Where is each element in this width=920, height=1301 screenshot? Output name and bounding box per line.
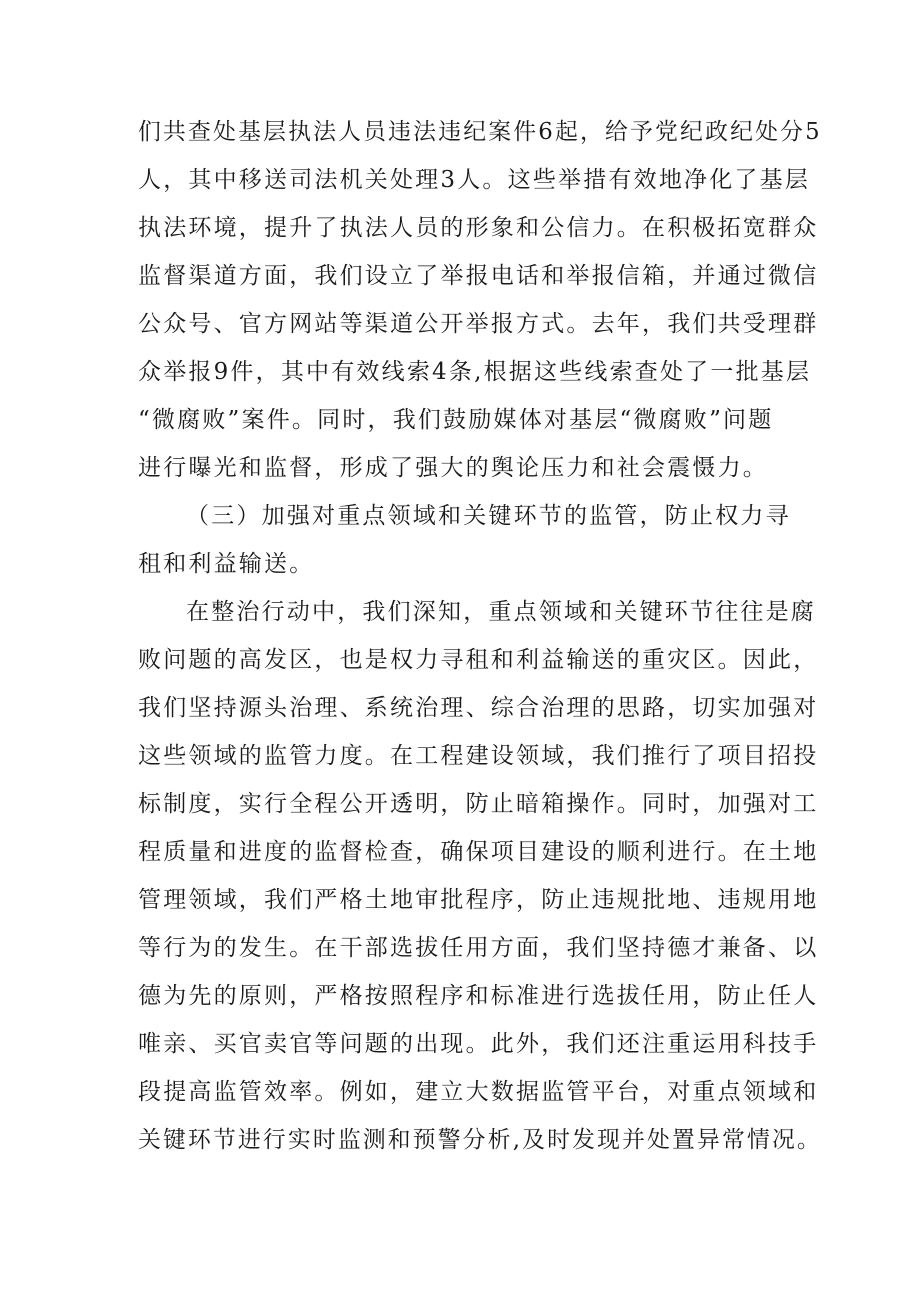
paragraph-2-line-6: 程质量和进度的监督检查，确保项目建设的顺利进行。在土地 bbox=[138, 839, 819, 865]
paragraph-2-line-10: 唯亲、买官卖官等问题的出现。此外，我们还注重运用科技手 bbox=[138, 1031, 819, 1057]
paragraph-1-line-3: 执法环境，提升了执法人员的形象和公信力。在积极拓宽群众 bbox=[138, 215, 819, 241]
paragraph-1-line-1: 们共查处基层执法人员违法违纪案件6起，给予党纪政纪处分5 bbox=[138, 119, 822, 145]
paragraph-1-line-6: 众举报9件，其中有效线索4条,根据这些线索查处了一批基层 bbox=[138, 359, 812, 385]
paragraph-2-line-2: 败问题的高发区，也是权力寻租和利益输送的重灾区。因此， bbox=[138, 647, 819, 673]
paragraph-1-line-8: 进行曝光和监督，形成了强大的舆论压力和社会震慑力。 bbox=[138, 455, 768, 481]
paragraph-2-line-8: 等行为的发生。在干部选拔任用方面，我们坚持德才兼备、以 bbox=[138, 935, 819, 961]
paragraph-1-line-4: 监督渠道方面，我们设立了举报电话和举报信箱，并通过微信 bbox=[138, 263, 819, 289]
paragraph-1-line-5: 公众号、官方网站等渠道公开举报方式。去年，我们共受理群 bbox=[138, 311, 819, 337]
paragraph-1-line-2: 人，其中移送司法机关处理3人。这些举措有效地净化了基层 bbox=[138, 167, 811, 193]
paragraph-2-line-3: 我们坚持源头治理、系统治理、综合治理的思路，切实加强对 bbox=[138, 695, 819, 721]
section-heading-line-2: 租和利益输送。 bbox=[138, 551, 315, 577]
paragraph-2-line-1: 在整治行动中，我们深知，重点领域和关键环节往往是腐 bbox=[186, 599, 816, 625]
paragraph-2-line-9: 德为先的原则，严格按照程序和标准进行选拔任用，防止任人 bbox=[138, 983, 819, 1009]
paragraph-1-line-7: “微腐败”案件。同时，我们鼓励媒体对基层“微腐败”问题 bbox=[138, 407, 774, 433]
paragraph-2-line-12: 关键环节进行实时监测和预警分析,及时发现并处置异常情况。 bbox=[138, 1127, 822, 1153]
paragraph-2-line-4: 这些领域的监管力度。在工程建设领域，我们推行了项目招投 bbox=[138, 743, 819, 769]
paragraph-2-line-5: 标制度，实行全程公开透明，防止暗箱操作。同时，加强对工 bbox=[138, 791, 819, 817]
section-heading-line-1: （三）加强对重点领域和关键环节的监管，防止权力寻 bbox=[186, 503, 791, 529]
paragraph-2-line-11: 段提高监管效率。例如，建立大数据监管平台，对重点领域和 bbox=[138, 1079, 819, 1105]
paragraph-2-line-7: 管理领域，我们严格土地审批程序，防止违规批地、违规用地 bbox=[138, 887, 819, 913]
